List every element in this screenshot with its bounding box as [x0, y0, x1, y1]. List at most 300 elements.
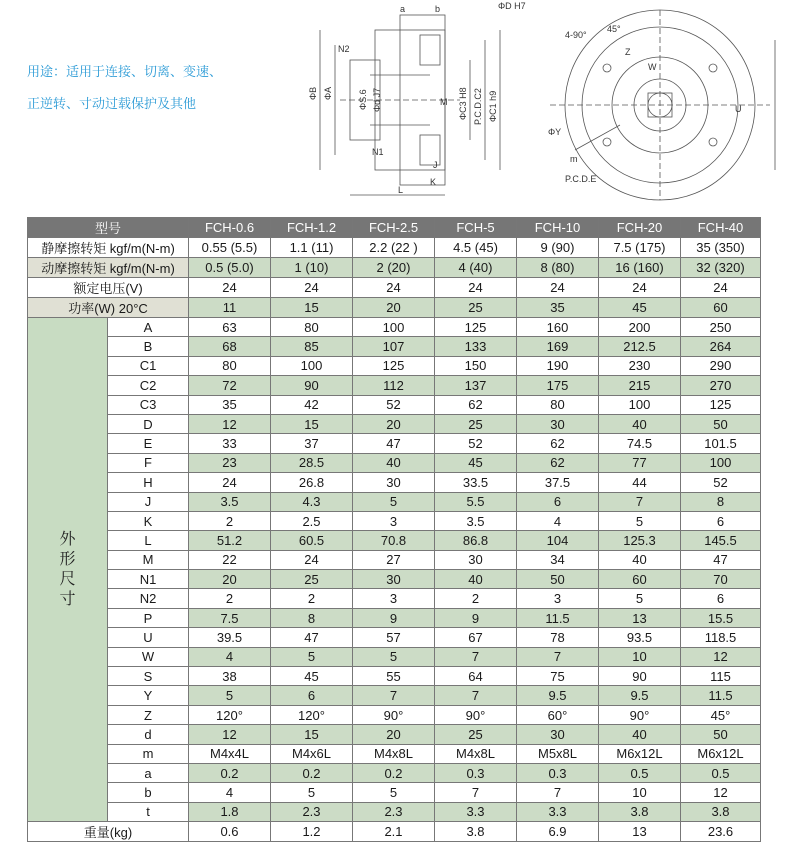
dim-label: b: [108, 783, 189, 802]
table-cell: 90: [271, 376, 353, 395]
technical-drawing: [280, 0, 790, 205]
dim-label: N1: [108, 570, 189, 589]
dim-row: [28, 395, 761, 414]
drawing-label-A: ΦA: [323, 86, 333, 100]
table-cell: 230: [599, 356, 681, 375]
table-cell: 3.8: [681, 802, 761, 821]
table-cell: 24: [353, 278, 435, 298]
table-cell: 12: [189, 414, 271, 433]
table-cell: 13: [599, 822, 681, 842]
table-cell: 44: [599, 473, 681, 492]
table-cell: 60.5: [271, 531, 353, 550]
table-cell: 270: [681, 376, 761, 395]
header-fch-20: FCH-20: [599, 218, 681, 238]
table-cell: 78: [517, 628, 599, 647]
table-cell: 62: [517, 453, 599, 472]
table-cell: 10: [599, 783, 681, 802]
table-cell: 0.5 (5.0): [189, 258, 271, 278]
table-cell: 51.2: [189, 531, 271, 550]
table-cell: 38: [189, 667, 271, 686]
dim-group-label: [28, 318, 108, 822]
table-cell: 80: [189, 356, 271, 375]
table-cell: 50: [681, 414, 761, 433]
table-cell: 24: [271, 278, 353, 298]
table-cell: 2: [189, 589, 271, 608]
spec-row: [28, 258, 761, 278]
table-cell: 145.5: [681, 531, 761, 550]
table-cell: 24: [517, 278, 599, 298]
table-cell: 47: [681, 550, 761, 569]
table-cell: 30: [517, 725, 599, 744]
header-fch-10: FCH-10: [517, 218, 599, 238]
table-cell: 1 (10): [271, 258, 353, 278]
table-cell: M4x8L: [435, 744, 517, 763]
usage-line-2: 正逆转、寸动过载保护及其他: [27, 97, 197, 112]
drawing-label-C3: ΦC3 H8: [458, 87, 468, 120]
table-cell: 6: [271, 686, 353, 705]
dim-label: Y: [108, 686, 189, 705]
table-cell: 45: [599, 298, 681, 318]
dim-row: [28, 783, 761, 802]
table-cell: 67: [435, 628, 517, 647]
table-cell: 7: [435, 686, 517, 705]
dim-row: [28, 434, 761, 453]
table-cell: 30: [517, 414, 599, 433]
table-cell: 30: [353, 570, 435, 589]
table-cell: 24: [681, 278, 761, 298]
table-cell: 68: [189, 337, 271, 356]
table-cell: 30: [353, 473, 435, 492]
drawing-label-M: M: [440, 97, 448, 107]
table-cell: 77: [599, 453, 681, 472]
drawing-label-W: W: [648, 62, 657, 72]
table-cell: 13: [599, 608, 681, 627]
drawing-label-U: U: [735, 104, 742, 114]
table-cell: 47: [271, 628, 353, 647]
table-cell: 7: [517, 647, 599, 666]
table-cell: 125.3: [599, 531, 681, 550]
table-cell: 45°: [681, 705, 761, 724]
drawing-label-PCDE: P.C.D.E: [565, 174, 597, 184]
table-cell: 93.5: [599, 628, 681, 647]
table-cell: 40: [353, 453, 435, 472]
table-cell: 55: [353, 667, 435, 686]
table-cell: 115: [681, 667, 761, 686]
table-cell: 35: [189, 395, 271, 414]
dim-label: H: [108, 473, 189, 492]
dim-label: U: [108, 628, 189, 647]
table-cell: 4: [189, 647, 271, 666]
table-cell: 0.2: [271, 763, 353, 782]
table-cell: 6: [681, 589, 761, 608]
table-cell: 3.5: [435, 511, 517, 530]
table-cell: 100: [353, 318, 435, 337]
table-cell: 5: [271, 647, 353, 666]
table-cell: 6: [681, 511, 761, 530]
table-cell: 57: [353, 628, 435, 647]
dim-row: [28, 570, 761, 589]
table-cell: 24: [189, 278, 271, 298]
dim-row: [28, 511, 761, 530]
table-cell: 50: [681, 725, 761, 744]
table-cell: 200: [599, 318, 681, 337]
table-cell: 290: [681, 356, 761, 375]
dim-label: A: [108, 318, 189, 337]
table-cell: 30: [435, 550, 517, 569]
table-cell: 25: [435, 298, 517, 318]
table-cell: 90°: [353, 705, 435, 724]
dim-label: K: [108, 511, 189, 530]
dim-label: M: [108, 550, 189, 569]
dim-row: [28, 705, 761, 724]
table-cell: 70: [681, 570, 761, 589]
table-cell: 120°: [189, 705, 271, 724]
table-cell: 2.5: [271, 511, 353, 530]
table-cell: 86.8: [435, 531, 517, 550]
dim-row: [28, 686, 761, 705]
table-cell: 3: [517, 589, 599, 608]
dim-group-text: 外形尺寸: [59, 530, 76, 608]
table-cell: M4x6L: [271, 744, 353, 763]
table-cell: 100: [681, 453, 761, 472]
dim-label: m: [108, 744, 189, 763]
table-cell: 20: [353, 298, 435, 318]
dim-row: [28, 550, 761, 569]
table-cell: M4x4L: [189, 744, 271, 763]
table-cell: 2: [435, 589, 517, 608]
table-cell: 80: [517, 395, 599, 414]
table-cell: 100: [271, 356, 353, 375]
spec-row: [28, 298, 761, 318]
table-cell: 100: [599, 395, 681, 414]
dim-row: [28, 647, 761, 666]
table-cell: 27: [353, 550, 435, 569]
table-cell: 3.5: [189, 492, 271, 511]
table-cell: 50: [517, 570, 599, 589]
dim-label: C2: [108, 376, 189, 395]
row-label: 重量(kg): [28, 822, 189, 842]
dim-label: d: [108, 725, 189, 744]
table-cell: 7: [517, 783, 599, 802]
table-cell: 5: [353, 783, 435, 802]
header-fch-5: FCH-5: [435, 218, 517, 238]
dim-row: [28, 318, 761, 337]
table-cell: 40: [599, 550, 681, 569]
table-cell: 9.5: [517, 686, 599, 705]
table-cell: 63: [189, 318, 271, 337]
dim-row: [28, 667, 761, 686]
table-cell: 5.5: [435, 492, 517, 511]
usage-line-1: 用途：适用于连接、切离、变速、: [27, 65, 223, 80]
table-cell: 3: [353, 589, 435, 608]
table-cell: 35 (350): [681, 238, 761, 258]
dim-label: C3: [108, 395, 189, 414]
table-cell: 0.3: [517, 763, 599, 782]
table-cell: 23.6: [681, 822, 761, 842]
table-cell: 150: [435, 356, 517, 375]
table-cell: 60°: [517, 705, 599, 724]
table-cell: M5x8L: [517, 744, 599, 763]
drawing-label-a: a: [400, 4, 406, 14]
table-cell: 24: [435, 278, 517, 298]
drawing-label-4-90: 4-90°: [565, 30, 587, 40]
table-cell: 90: [599, 667, 681, 686]
table-cell: 2.1: [353, 822, 435, 842]
table-cell: 7: [435, 647, 517, 666]
dim-row: [28, 376, 761, 395]
table-cell: 34: [517, 550, 599, 569]
table-cell: 15.5: [681, 608, 761, 627]
table-cell: 8: [271, 608, 353, 627]
table-cell: 3.8: [599, 802, 681, 821]
table-cell: 9.5: [599, 686, 681, 705]
table-cell: 7: [353, 686, 435, 705]
table-cell: 45: [271, 667, 353, 686]
dim-label: F: [108, 453, 189, 472]
table-cell: 175: [517, 376, 599, 395]
table-cell: 15: [271, 725, 353, 744]
dim-label: W: [108, 647, 189, 666]
table-cell: 9 (90): [517, 238, 599, 258]
drawing-label-Y: ΦY: [548, 127, 562, 137]
table-cell: 20: [353, 414, 435, 433]
table-cell: 7: [599, 492, 681, 511]
dim-row: [28, 763, 761, 782]
table-cell: 64: [435, 667, 517, 686]
spec-table: [27, 217, 761, 842]
drawing-label-45: 45°: [607, 24, 621, 34]
table-cell: 212.5: [599, 337, 681, 356]
table-cell: 137: [435, 376, 517, 395]
table-cell: 12: [681, 783, 761, 802]
dim-label: E: [108, 434, 189, 453]
table-cell: 8 (80): [517, 258, 599, 278]
row-label: 功率(W) 20°C: [28, 298, 189, 318]
table-cell: 11.5: [681, 686, 761, 705]
header-fch-1.2: FCH-1.2: [271, 218, 353, 238]
table-cell: 0.3: [435, 763, 517, 782]
dim-label: C1: [108, 356, 189, 375]
table-cell: 3.8: [435, 822, 517, 842]
table-cell: 169: [517, 337, 599, 356]
table-cell: 15: [271, 414, 353, 433]
dim-row: [28, 473, 761, 492]
dim-label: t: [108, 802, 189, 821]
table-cell: M6x12L: [681, 744, 761, 763]
table-cell: 25: [435, 725, 517, 744]
table-cell: 8: [681, 492, 761, 511]
table-cell: 0.2: [353, 763, 435, 782]
table-cell: 33: [189, 434, 271, 453]
table-cell: 2.3: [271, 802, 353, 821]
table-cell: 52: [681, 473, 761, 492]
drawing-label-S: ΦS.6: [358, 89, 368, 110]
table-cell: 74.5: [599, 434, 681, 453]
table-cell: 70.8: [353, 531, 435, 550]
table-cell: 62: [435, 395, 517, 414]
drawing-label-m: m: [570, 154, 578, 164]
table-cell: 101.5: [681, 434, 761, 453]
table-cell: 52: [435, 434, 517, 453]
table-cell: 125: [681, 395, 761, 414]
table-cell: 72: [189, 376, 271, 395]
table-cell: 37: [271, 434, 353, 453]
dim-label: S: [108, 667, 189, 686]
table-cell: 215: [599, 376, 681, 395]
header-row: [28, 218, 761, 238]
dim-label: D: [108, 414, 189, 433]
table-cell: 90°: [599, 705, 681, 724]
table-cell: 250: [681, 318, 761, 337]
table-cell: 22: [189, 550, 271, 569]
table-cell: 4: [189, 783, 271, 802]
dim-row: [28, 608, 761, 627]
table-cell: 7.5: [189, 608, 271, 627]
table-cell: 1.8: [189, 802, 271, 821]
row-label: 额定电压(V): [28, 278, 189, 298]
table-cell: 3.3: [517, 802, 599, 821]
table-cell: 2.2 (22 ): [353, 238, 435, 258]
table-cell: 16 (160): [599, 258, 681, 278]
table-cell: 0.2: [189, 763, 271, 782]
table-cell: 40: [599, 414, 681, 433]
table-cell: 5: [189, 686, 271, 705]
table-cell: 60: [599, 570, 681, 589]
table-cell: 10: [599, 647, 681, 666]
table-cell: 9: [353, 608, 435, 627]
spec-table-body: [28, 218, 761, 842]
drawing-label-C2: P.C.D.C2: [473, 88, 483, 125]
header-fch-0.6: FCH-0.6: [189, 218, 271, 238]
table-cell: 5: [599, 511, 681, 530]
table-cell: 125: [353, 356, 435, 375]
table-cell: 52: [353, 395, 435, 414]
table-cell: 7: [435, 783, 517, 802]
table-cell: 20: [189, 570, 271, 589]
table-cell: 47: [353, 434, 435, 453]
dim-row: [28, 356, 761, 375]
dim-row: [28, 414, 761, 433]
table-cell: 1.1 (11): [271, 238, 353, 258]
dim-row: [28, 453, 761, 472]
table-cell: 264: [681, 337, 761, 356]
drawing-label-b: b: [435, 4, 441, 14]
table-cell: 24: [189, 473, 271, 492]
header-fch-40: FCH-40: [681, 218, 761, 238]
table-cell: 1.2: [271, 822, 353, 842]
dim-row: [28, 744, 761, 763]
table-cell: 4.5 (45): [435, 238, 517, 258]
table-cell: 28.5: [271, 453, 353, 472]
table-cell: 3.3: [435, 802, 517, 821]
table-cell: 11: [189, 298, 271, 318]
table-cell: 4: [517, 511, 599, 530]
table-cell: 120°: [271, 705, 353, 724]
dim-label: a: [108, 763, 189, 782]
dim-label: L: [108, 531, 189, 550]
table-cell: 104: [517, 531, 599, 550]
table-cell: 5: [353, 647, 435, 666]
table-cell: 0.6: [189, 822, 271, 842]
table-cell: 5: [599, 589, 681, 608]
table-cell: 4 (40): [435, 258, 517, 278]
spec-row: [28, 278, 761, 298]
dim-row: [28, 802, 761, 821]
table-cell: 26.8: [271, 473, 353, 492]
table-cell: 15: [271, 298, 353, 318]
dim-label: Z: [108, 705, 189, 724]
spec-row: [28, 238, 761, 258]
dim-row: [28, 725, 761, 744]
drawing-label-L: L: [398, 185, 404, 195]
drawing-label-B: ΦB: [308, 86, 318, 100]
drawing-label-d: Φd J7: [372, 87, 382, 112]
table-cell: 24: [599, 278, 681, 298]
dim-label: P: [108, 608, 189, 627]
table-cell: 40: [435, 570, 517, 589]
table-cell: 37.5: [517, 473, 599, 492]
table-cell: 25: [435, 414, 517, 433]
table-cell: 112: [353, 376, 435, 395]
drawing-label-D: ΦD H7: [498, 1, 526, 11]
table-cell: 60: [681, 298, 761, 318]
drawing-label-Z: Z: [625, 47, 631, 57]
table-cell: 25: [271, 570, 353, 589]
table-cell: 125: [435, 318, 517, 337]
table-cell: M4x8L: [353, 744, 435, 763]
weight-row: [28, 822, 761, 842]
drawing-label-K: K: [430, 177, 437, 187]
header-model: 型号: [28, 218, 189, 238]
table-cell: 62: [517, 434, 599, 453]
table-cell: 5: [271, 783, 353, 802]
dim-label: J: [108, 492, 189, 511]
table-cell: 40: [599, 725, 681, 744]
table-cell: 107: [353, 337, 435, 356]
table-cell: 39.5: [189, 628, 271, 647]
table-cell: 11.5: [517, 608, 599, 627]
drawing-label-N1: N1: [372, 147, 384, 157]
table-cell: 160: [517, 318, 599, 337]
table-cell: 35: [517, 298, 599, 318]
table-cell: 12: [681, 647, 761, 666]
table-cell: 118.5: [681, 628, 761, 647]
dim-label: B: [108, 337, 189, 356]
table-cell: 90°: [435, 705, 517, 724]
table-cell: 5: [353, 492, 435, 511]
dim-row: [28, 531, 761, 550]
table-cell: 24: [271, 550, 353, 569]
row-label: 动摩擦转矩 kgf/m(N-m): [28, 258, 189, 278]
table-cell: 85: [271, 337, 353, 356]
dim-row: [28, 492, 761, 511]
table-cell: 6.9: [517, 822, 599, 842]
table-cell: 23: [189, 453, 271, 472]
table-cell: 33.5: [435, 473, 517, 492]
table-cell: 12: [189, 725, 271, 744]
drawing-label-N2: N2: [338, 44, 350, 54]
table-cell: 0.55 (5.5): [189, 238, 271, 258]
table-cell: 20: [353, 725, 435, 744]
dim-row: [28, 589, 761, 608]
row-label: 静摩擦转矩 kgf/m(N-m): [28, 238, 189, 258]
table-cell: 0.5: [599, 763, 681, 782]
table-cell: 133: [435, 337, 517, 356]
table-cell: 75: [517, 667, 599, 686]
table-cell: 3: [353, 511, 435, 530]
dim-row: [28, 628, 761, 647]
table-cell: 80: [271, 318, 353, 337]
